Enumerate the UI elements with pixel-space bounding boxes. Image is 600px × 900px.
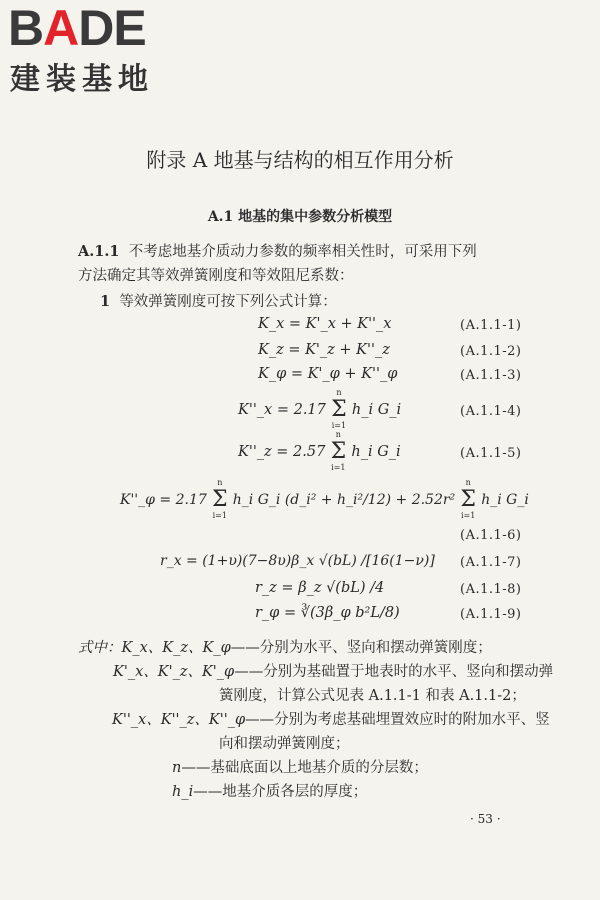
logo-subtitle: 建装基地 (10, 62, 154, 97)
equation-5: K''_z = 2.57 n Σ i=1 h_i G_i (238, 430, 401, 472)
paragraph-a-1-1-line2: 方法确定其等效弹簧刚度和等效阻尼系数： (78, 268, 354, 284)
equation-2: K_z = K'_z + K''_z (258, 342, 390, 358)
equation-number-5: (A.1.1-5) (460, 446, 522, 461)
equation-number-4: (A.1.1-4) (460, 404, 522, 419)
equation-7: r_x = (1+υ)(7−8υ)β_x √(bL) /[16(1−ν)] (160, 553, 435, 569)
definition-continuation: 簧刚度，计算公式见表 A.1.1-1 和表 A.1.1-2； (219, 688, 526, 704)
definition-item: 式中：K_x、K_z、K_φ——分别为水平、竖向和摆动弹簧刚度； (78, 640, 492, 656)
item-1: 1 等效弹簧刚度可按下列公式计算： (100, 293, 337, 310)
equation-number-7: (A.1.1-7) (460, 555, 522, 570)
equation-4: K''_x = 2.17 n Σ i=1 h_i G_i (238, 388, 402, 430)
definition-item: K'_x、K'_z、K'_φ——分别为基础置于地表时的水平、竖向和摆动弹 (113, 664, 554, 680)
equation-3: K_φ = K'_φ + K''_φ (258, 366, 398, 382)
equation-8: r_z = β_z √(bL) /4 (255, 580, 385, 596)
equation-number-8: (A.1.1-8) (460, 582, 522, 597)
equation-1: K_x = K'_x + K''_x (258, 316, 392, 332)
equation-number-9: (A.1.1-9) (460, 607, 522, 622)
equation-number-2: (A.1.1-2) (460, 344, 522, 359)
equation-6: K''_φ = 2.17 n Σ i=1 h_i G_i (d_i² + h_i²/12) + 2.52r² n Σ i=1 h_i G_i (120, 478, 529, 520)
page-number: · 53 · (470, 812, 501, 826)
summation-symbol: n Σ i=1 (331, 388, 347, 430)
equation-number-1: (A.1.1-1) (460, 318, 522, 333)
definition-item: h_i——地基介质各层的厚度； (172, 784, 368, 800)
logo-mark: BADE (8, 0, 146, 56)
definition-continuation: 向和摆动弹簧刚度； (219, 736, 350, 752)
equation-number-3: (A.1.1-3) (460, 368, 522, 383)
summation-symbol: n Σ i=1 (460, 478, 476, 520)
item-number: 1 (100, 293, 111, 310)
paragraph-a-1-1-line1: A.1.1 不考虑地基介质动力参数的频率相关性时，可采用下列 (78, 243, 477, 260)
equation-9: r_φ = ∛(3β_φ b²L/8) (255, 605, 400, 621)
definition-item: n——基础底面以上地基介质的分层数； (172, 760, 428, 776)
paragraph-number: A.1.1 (78, 243, 120, 260)
appendix-title: 附录 A 地基与结构的相互作用分析 (146, 148, 454, 172)
equation-number-6: (A.1.1-6) (460, 528, 522, 543)
summation-symbol: n Σ i=1 (211, 478, 228, 520)
section-title: A.1 地基的集中参数分析模型 (207, 209, 393, 225)
summation-symbol: n Σ i=1 (330, 430, 347, 472)
definition-item: K''_x、K''_z、K''_φ——分别为考虑基础埋置效应时的附加水平、竖 (112, 712, 550, 728)
